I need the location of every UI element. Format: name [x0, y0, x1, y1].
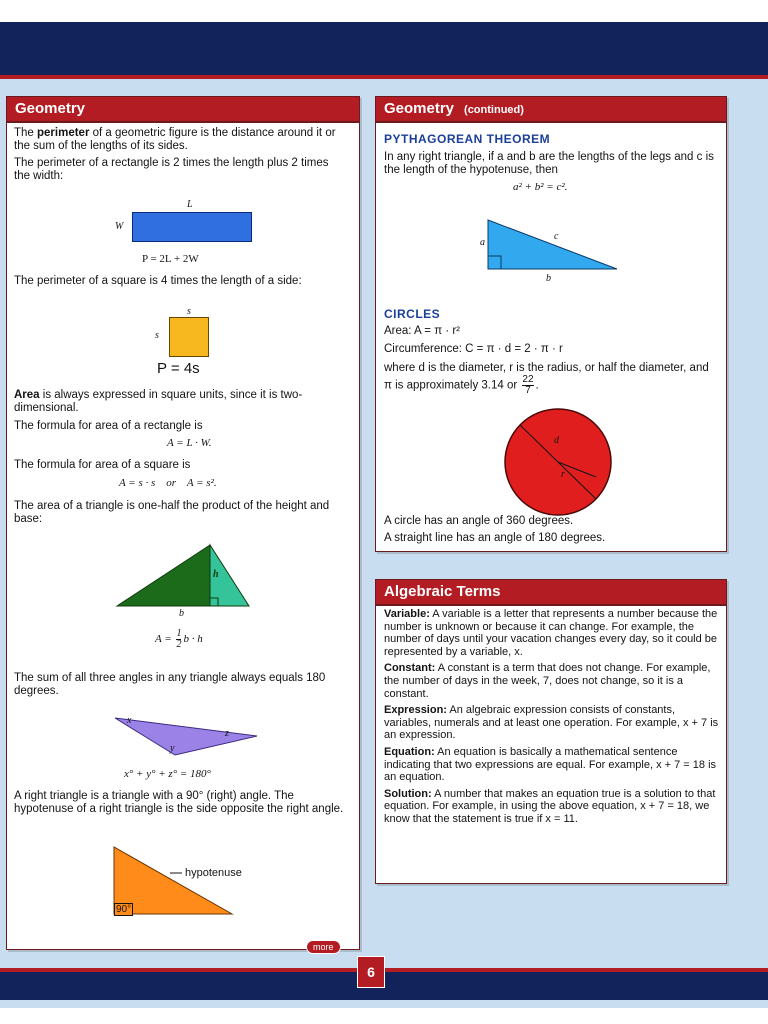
area-triangle-diagram: [112, 542, 252, 612]
triangle-label-h: h: [213, 569, 219, 580]
header-rule: [0, 75, 768, 79]
pyth-label-a: a: [480, 237, 485, 248]
page-number: 6: [357, 956, 385, 988]
square-shape: [169, 317, 209, 357]
right-angle-label: 90°: [116, 904, 132, 915]
term-variable: Variable: A variable is a letter that represents a number because the number is unknown or because it can change. For example, the number of days until your vacation changes every day, so it could be represented by a variable, x.: [384, 608, 718, 658]
panel-title: Geometry (continued): [376, 97, 726, 123]
terms-list: [384, 608, 720, 826]
area-rectangle-formula: A = L · W.: [167, 437, 212, 449]
circle-diagram: [503, 407, 613, 517]
term-expression: Expression: An algebraic expression consists of constants, variables, numerals and at least one operation. For example, x + 7 is an expression.: [384, 704, 719, 742]
circle-label-d: d: [554, 435, 559, 446]
angle-label-x: x: [127, 715, 132, 726]
rect-formula: P = 2L + 2W: [142, 253, 199, 265]
right-triangle-text: A right triangle is a triangle with a 90° (right) angle. The hypotenuse of a right triangle is the side opposite the right angle.: [14, 790, 344, 815]
more-button[interactable]: more: [306, 940, 341, 954]
perimeter-definition: The perimeter of a geometric figure is the distance around it or the sum of the lengths of its sides.: [14, 127, 336, 152]
rect-label-l: L: [187, 199, 193, 210]
area-triangle-text: The area of a triangle is one-half the product of the height and base:: [14, 500, 330, 525]
hypotenuse-label: hypotenuse: [185, 867, 242, 879]
square-label-top: s: [187, 306, 191, 317]
panel-title: Algebraic Terms: [376, 580, 726, 606]
rect-label-w: W: [115, 221, 124, 232]
pyth-label-c: c: [554, 231, 559, 242]
angle-label-y: y: [170, 743, 175, 754]
area-square-text: The formula for area of a square is: [14, 459, 191, 471]
header-band: [0, 22, 768, 75]
pythagorean-text: In any right triangle, if a and b are the lengths of the legs and c is the length of the hypotenuse, then: [384, 151, 714, 176]
area-definition: Area is always expressed in square units, since it is two-dimensional.: [14, 389, 303, 414]
circumference-formula: Circumference: C = π · d = 2 · π · r: [384, 343, 563, 355]
area-rectangle-text: The formula for area of a rectangle is: [14, 420, 203, 432]
pythagorean-heading: PYTHAGOREAN THEOREM: [384, 132, 551, 146]
circle-label-r: r: [561, 469, 565, 480]
area-square-formula: A = s · s or A = s².: [119, 477, 217, 489]
term-constant: Constant: A constant is a term that does not change. For example, the number of days in the week, 7, does not change, so it is a constant.: [384, 662, 711, 700]
square-label-left: s: [155, 330, 159, 341]
line-180-text: A straight line has an angle of 180 degrees.: [384, 532, 606, 544]
angle-triangle-diagram: [113, 715, 263, 760]
panel-title: Geometry: [7, 97, 359, 123]
triangle-area-formula: A = $\frac{1}{2}$ b · h: [155, 628, 203, 650]
triangle-label-b: b: [179, 608, 184, 619]
circle-360-text: A circle has an angle of 360 degrees.: [384, 515, 574, 527]
geometry-panel: [6, 96, 360, 950]
pyth-label-b: b: [546, 273, 551, 284]
geometry-continued-panel: [375, 96, 727, 552]
term-equation: Equation: An equation is basically a mathematical sentence indicating that two expressions are equal. For example, x + 7 = 18 is an equation.: [384, 745, 717, 784]
circles-heading: CIRCLES: [384, 307, 441, 321]
term-solution: Solution: A number that makes an equation true is a solution to that equation. For example, in using the above equation, x + 7 = 18, we know that the statement is true if x = 11.: [384, 787, 716, 825]
perimeter-square-text: The perimeter of a square is 4 times the length of a side:: [14, 275, 302, 287]
angle-sum-text: The sum of all three angles in any triangle always equals 180 degrees.: [14, 672, 326, 697]
algebraic-terms-panel: [375, 579, 727, 884]
circle-area-formula: Area: A = π · r²: [384, 325, 461, 337]
angle-label-z: z: [225, 728, 229, 739]
circle-where-text: where d is the diameter, r is the radius, or half the diameter, and π is approximately 3.14 or $\frac{22}{7}$ .: [384, 362, 709, 396]
rectangle-shape: [132, 212, 252, 242]
square-formula: P = 4s: [157, 360, 200, 377]
one-half-fraction: $\frac{1}{2}$: [176, 628, 182, 650]
angle-sum-formula: x° + y° + z° = 180°: [124, 768, 211, 780]
pythagorean-formula: a² + b² = c².: [513, 181, 568, 193]
pythagorean-triangle-diagram: [486, 218, 621, 273]
perimeter-rectangle-text: The perimeter of a rectangle is 2 times the length plus 2 times the width:: [14, 157, 329, 182]
pi-fraction: $\frac{22}{7}$: [522, 374, 534, 396]
